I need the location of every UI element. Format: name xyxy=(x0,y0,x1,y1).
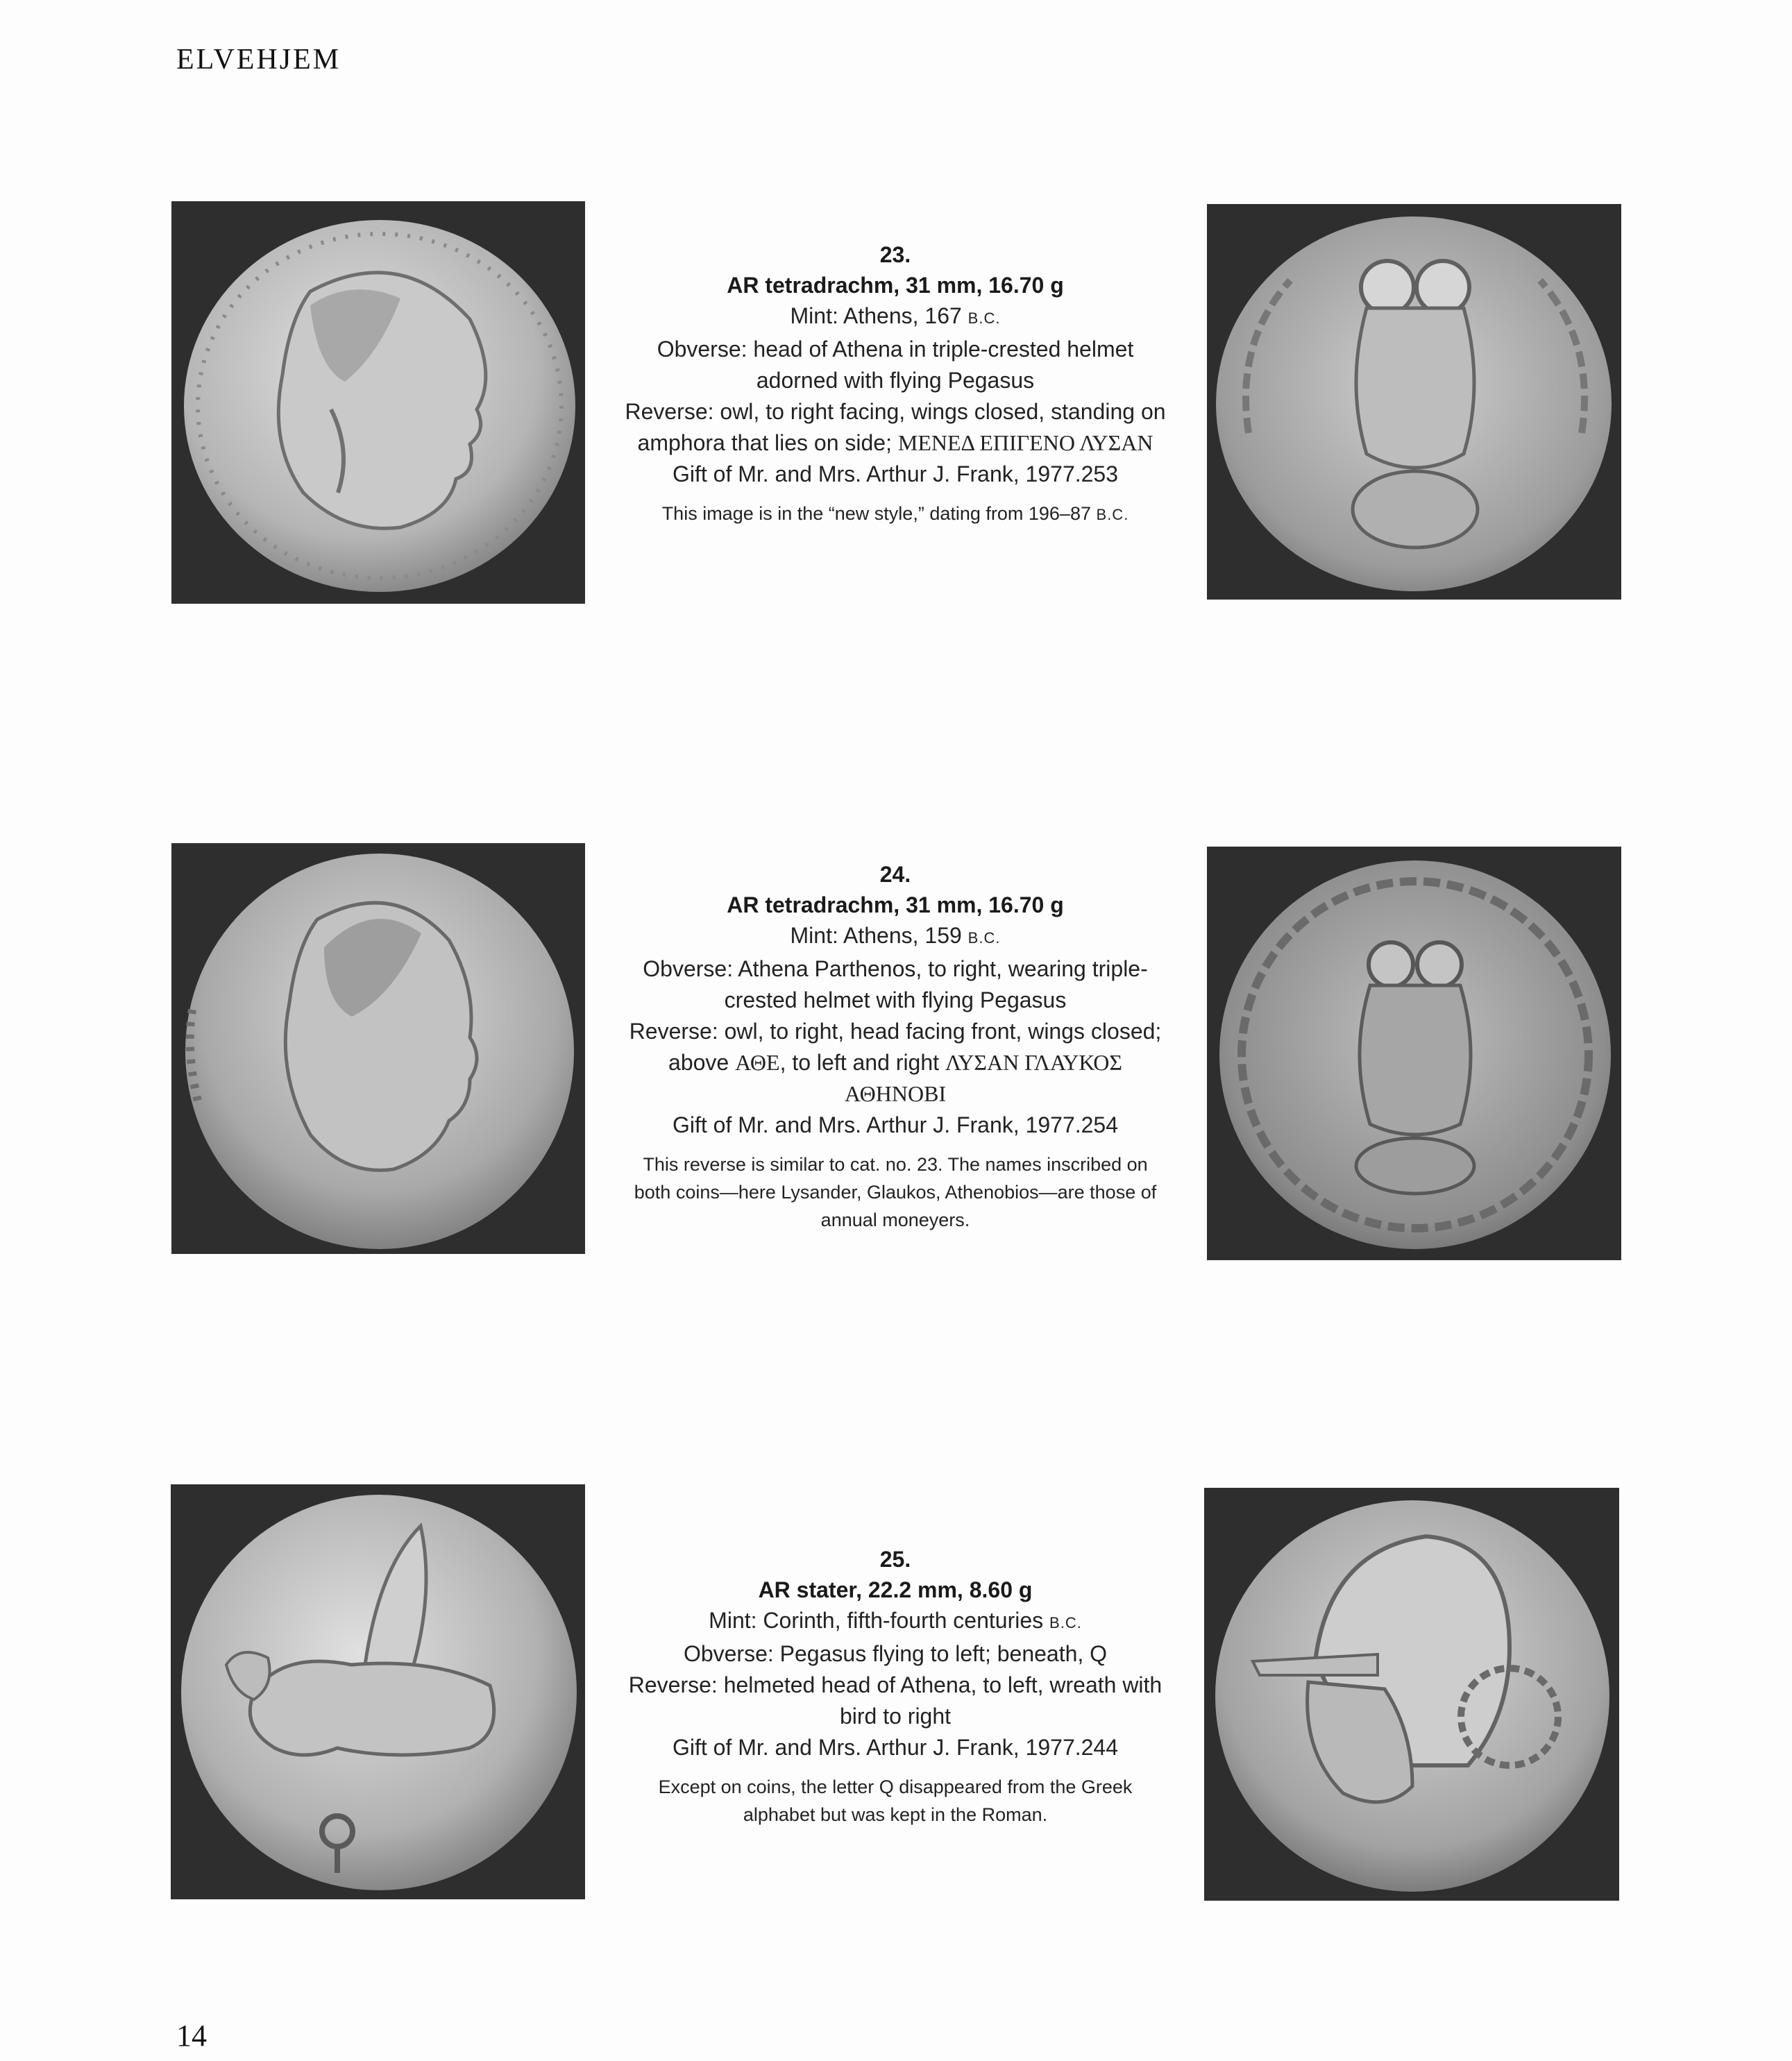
coin-24-obverse-image xyxy=(171,843,585,1254)
coin-24-obverse-photo xyxy=(171,843,585,1254)
coin-25-reverse-photo xyxy=(1204,1488,1619,1901)
running-header: ELVEHJEM xyxy=(176,44,341,76)
entry-obverse: Obverse: Pegasus flying to left; beneath, Q xyxy=(683,1641,1108,1666)
entry-title: AR tetradrachm, 31 mm, 16.70 g xyxy=(727,892,1064,917)
entry-gift: Gift of Mr. and Mrs. Arthur J. Frank, 1977.253 xyxy=(672,461,1119,486)
coin-25-obverse-photo xyxy=(171,1484,585,1899)
entry-obverse: Obverse: head of Athena in triple-crested helmet adorned with flying Pegasus xyxy=(657,337,1134,393)
coin-23-obverse-photo xyxy=(171,201,585,604)
entry-note: This reverse is similar to cat. no. 23. The names inscribed on both coins—here Lysander, Glaukos, Athenobios—are those of annual moneyers. xyxy=(634,1154,1157,1230)
entry-number: 23. xyxy=(879,242,911,267)
entry-reverse: Reverse: owl, to right, head facing front, wings closed; above ΑΘΕ, to left and right ΛΥΣΑΝ ΓΛΑΥΚΟΣ ΑΘΗΝΟΒΙ xyxy=(629,1019,1162,1106)
entry-number: 24. xyxy=(879,862,911,887)
catalog-entry-25 xyxy=(618,1544,1173,1829)
entry-gift: Gift of Mr. and Mrs. Arthur J. Frank, 1977.254 xyxy=(672,1112,1119,1137)
coin-25-reverse-image xyxy=(1204,1488,1619,1901)
coin-23-reverse-image xyxy=(1207,204,1621,600)
coin-25-obverse-image xyxy=(171,1484,585,1899)
entry-mint: Mint: Athens, 159 B.C. xyxy=(790,923,1001,948)
catalog-entry-24 xyxy=(618,859,1173,1234)
coin-23-obverse-image xyxy=(171,201,585,604)
catalog-entry-23 xyxy=(618,239,1173,529)
entry-note: Except on coins, the letter Q disappeared from the Greek alphabet but was kept in the Roman. xyxy=(658,1776,1133,1825)
entry-reverse: Reverse: helmeted head of Athena, to left, wreath with bird to right xyxy=(628,1672,1163,1729)
entry-title: AR stater, 22.2 mm, 8.60 g xyxy=(758,1577,1033,1602)
entry-mint: Mint: Athens, 167 B.C. xyxy=(790,303,1001,328)
entry-gift: Gift of Mr. and Mrs. Arthur J. Frank, 1977.244 xyxy=(672,1735,1119,1760)
entry-reverse: Reverse: owl, to right facing, wings closed, standing on amphora that lies on side; ΜΕΝΕΔ ΕΠΙΓΕΝΟ ΛΥΣΑΝ xyxy=(625,399,1166,455)
coin-23-reverse-photo xyxy=(1207,204,1621,600)
coin-24-reverse-photo xyxy=(1207,847,1621,1260)
entry-obverse: Obverse: Athena Parthenos, to right, wearing triple-crested helmet with flying Pegasus xyxy=(643,956,1148,1012)
entry-note: This image is in the “new style,” dating from 196–87 B.C. xyxy=(661,503,1129,524)
entry-title: AR tetradrachm, 31 mm, 16.70 g xyxy=(727,273,1064,298)
page-number: 14 xyxy=(176,2019,207,2053)
coin-24-reverse-image xyxy=(1207,847,1621,1260)
entry-mint: Mint: Corinth, fifth-fourth centuries B.C. xyxy=(709,1608,1082,1633)
entry-number: 25. xyxy=(879,1547,911,1572)
